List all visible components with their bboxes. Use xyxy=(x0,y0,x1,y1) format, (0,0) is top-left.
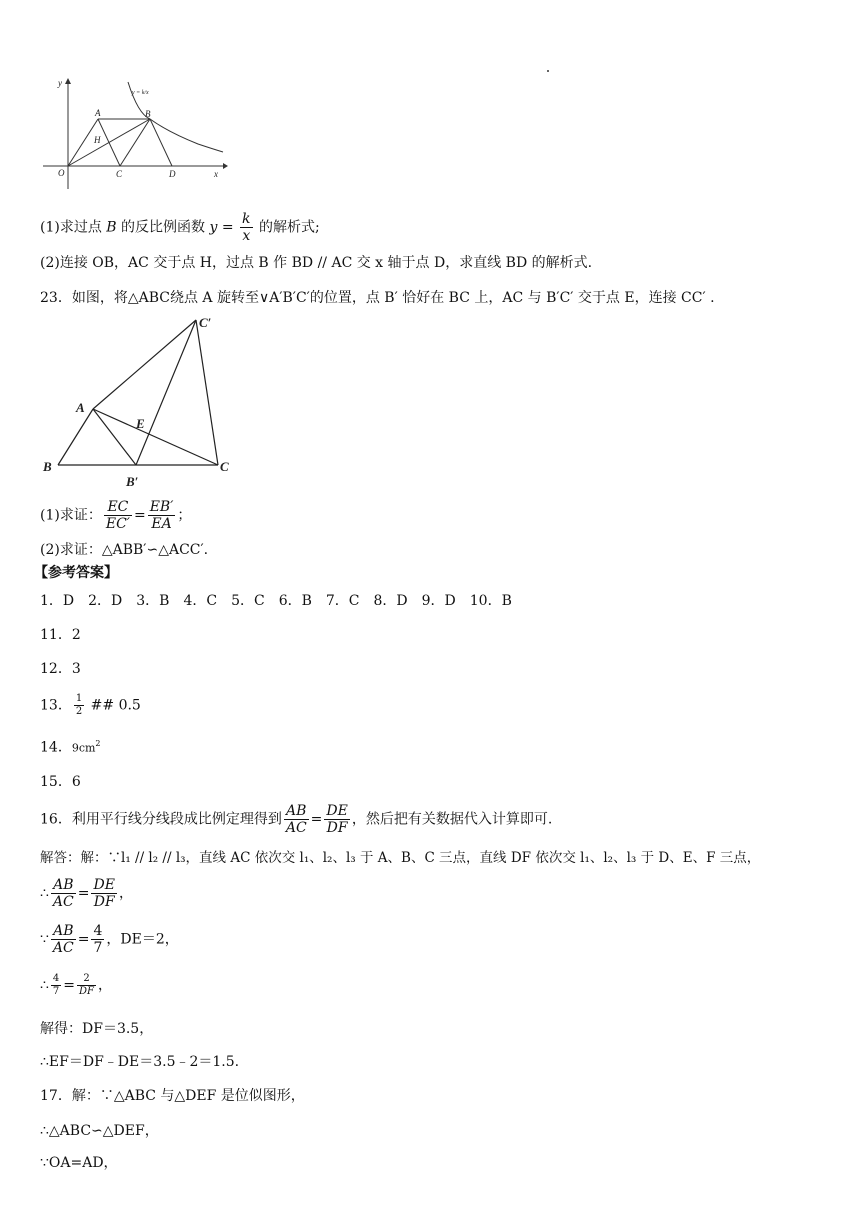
a16-post: ，然后把有关数据代入计算即可. xyxy=(351,811,553,828)
sol-l3-n1: AB xyxy=(51,924,76,940)
sol-l4-frac2 xyxy=(77,974,96,997)
sol-l4-d2: DF xyxy=(79,986,94,997)
sol-l4-n2: 2 xyxy=(77,974,96,986)
label-B-prime: B′ xyxy=(126,474,139,489)
q22-p1-B: B xyxy=(106,219,117,236)
answer-16 xyxy=(40,804,552,835)
solution-line1: 解答：解：∵l₁ // l₂ // l₃，直线 AC 依次交 l₁、l₂、l₃ 于 A、B、C 三点，直线 DF 依次交 l₁、l₂、l₃ 于 D、E、F 三点， xyxy=(40,850,761,866)
q23-frac-1 xyxy=(104,500,132,531)
sol-l2-frac1 xyxy=(51,878,76,909)
label-C-prime: C′ xyxy=(199,315,212,330)
q22-p1-y: y xyxy=(209,219,218,236)
sol-l4-frac1 xyxy=(51,974,61,997)
a14-pre: 14． xyxy=(40,739,72,756)
sol-l3-frac1 xyxy=(51,924,76,955)
a16-n1: AB xyxy=(284,804,309,820)
q22-p1-pre: (1)求过点 xyxy=(40,219,107,236)
sol-l2-frac2 xyxy=(91,878,116,909)
label-A: A xyxy=(76,400,85,415)
answers-title: 【参考答案】 xyxy=(34,565,118,581)
q23-frac1-den: EC′ xyxy=(105,516,130,532)
answer-11: 11．2 xyxy=(40,627,81,643)
q23-p1-post: ； xyxy=(177,507,192,524)
segment-CC-prime xyxy=(196,320,218,465)
q22-fraction xyxy=(240,212,252,243)
a16-frac1 xyxy=(284,804,309,835)
segment-AB-prime xyxy=(93,409,136,465)
sol-l3-post: ，DE＝2， xyxy=(106,931,179,948)
sol-l3-frac2 xyxy=(91,924,104,955)
label-C: C xyxy=(116,169,123,179)
q22-frac-den: x xyxy=(242,228,251,244)
a13-frac xyxy=(74,694,84,717)
q23-frac2-den: EA xyxy=(151,516,172,532)
label-C: C xyxy=(220,459,229,474)
a13-den: 2 xyxy=(75,706,83,717)
sol-l3-d1: AC xyxy=(52,940,74,956)
solution-line2: ∴ $\frac{AB}{AC}$ = $\frac{DE}{DF}$ ， xyxy=(40,877,133,910)
segment-AB xyxy=(58,409,93,465)
label-B: B xyxy=(43,459,52,474)
q23-p1-eq: = xyxy=(133,507,146,524)
answer-12: 12．3 xyxy=(40,661,81,677)
q23-frac2-num: EB′ xyxy=(149,499,174,515)
a13-post: ## 0.5 xyxy=(86,697,141,714)
sol-l2-pre: ∴ xyxy=(40,885,49,902)
solution-line3: ∵ $\frac{AB}{AC}$ = $\frac{4}{7}$ ，DE＝2， xyxy=(40,923,179,956)
q22-figure xyxy=(38,74,238,194)
q23-figure xyxy=(38,312,248,490)
a16-d2: DF xyxy=(326,820,348,836)
a13-pre: 13． xyxy=(40,697,72,714)
q23-frac1-num: EC xyxy=(104,500,132,516)
label-D: D xyxy=(169,169,176,179)
label-curve: y = k/x xyxy=(132,90,149,96)
label-B: B xyxy=(145,109,151,119)
label-x: x xyxy=(214,169,218,179)
q23-part1 xyxy=(40,500,191,531)
q22-p1-eq: = xyxy=(217,219,239,236)
solution-line6: ∴EF＝DF﹣DE＝3.5﹣2＝1.5. xyxy=(40,1054,240,1070)
label-A: A xyxy=(95,108,101,118)
sol-l2-d2: DF xyxy=(93,894,115,910)
sol-l2-n1: AB xyxy=(51,878,76,894)
a14-sup: 2 xyxy=(95,739,101,748)
sol-l2-post: ， xyxy=(118,885,133,902)
q22-p1-mid: 的反比例函数 xyxy=(116,219,210,236)
answer-17-line1: 17．解：∵△ABC 与△DEF 是位似图形， xyxy=(40,1088,305,1104)
sol-l2-n2: DE xyxy=(93,877,115,893)
label-H: H xyxy=(94,135,101,145)
q23-p1-pre: (1)求证： xyxy=(40,507,102,524)
solution-line5: 解得：DF＝3.5， xyxy=(40,1021,154,1037)
a16-eq: = xyxy=(310,811,323,828)
sol-l3-pre: ∵ xyxy=(40,931,49,948)
label-E: E xyxy=(136,416,145,431)
segment-BC xyxy=(120,119,150,166)
sol-l3-d2: 7 xyxy=(93,940,103,956)
x-axis-arrow-icon xyxy=(223,163,228,169)
answer-13 xyxy=(40,694,141,717)
a16-d1: AC xyxy=(285,820,307,836)
a16-frac2 xyxy=(324,804,349,835)
a16-n2: DE xyxy=(326,803,348,819)
answer-17-line3: ∵OA=AD， xyxy=(40,1155,118,1171)
a16-pre: 16．利用平行线分线段成比例定理得到 xyxy=(40,811,282,828)
sol-l4-post: ， xyxy=(98,977,112,994)
segment-AC-prime xyxy=(93,320,196,409)
sol-l3-n2: 4 xyxy=(93,923,103,939)
q23-part2: (2)求证：△ABB′∽△ACC′. xyxy=(40,542,209,558)
answer-14 xyxy=(40,740,101,755)
answers-row1: 1．D 2．D 3．B 4．C 5．C 6．B 7．C 8．D 9．D 10．B xyxy=(40,593,512,609)
q22-frac-num: k xyxy=(242,211,251,227)
sol-l4-d1: 7 xyxy=(52,986,60,997)
a13-num: 1 xyxy=(75,693,83,704)
q22-part2: (2)连接 OB，AC 交于点 H，过点 B 作 BD // AC 交 x 轴于点 D，求直线 BD 的解析式. xyxy=(40,255,593,271)
label-y: y xyxy=(58,78,62,88)
solution-line4: ∴ $\frac{4}{7}$ = $\frac{2}{DF}$ ， xyxy=(40,973,112,997)
y-axis-arrow-icon xyxy=(65,78,71,84)
answer-15: 15．6 xyxy=(40,774,81,790)
q23-stem: 23．如图，将△ABC绕点 A 旋转至∨A′B′C′的位置，点 B′ 恰好在 BC 上，AC 与 B′C′ 交于点 E，连接 CC′ . xyxy=(40,290,715,306)
a14-val: 9cm xyxy=(71,741,96,755)
sol-l4-n1: 4 xyxy=(52,973,60,984)
q22-part1 xyxy=(40,212,320,243)
answer-17-line2: ∴△ABC∽△DEF， xyxy=(40,1123,159,1139)
sol-l2-d1: AC xyxy=(52,894,74,910)
q23-frac-2 xyxy=(148,500,176,531)
sol-l4-pre: ∴ xyxy=(40,977,49,994)
segment-AC xyxy=(98,119,120,166)
segment-B-prime-C-prime xyxy=(136,320,196,465)
label-O: O xyxy=(58,168,65,178)
q22-p1-post: 的解析式; xyxy=(254,219,320,236)
stray-dot xyxy=(547,70,549,72)
